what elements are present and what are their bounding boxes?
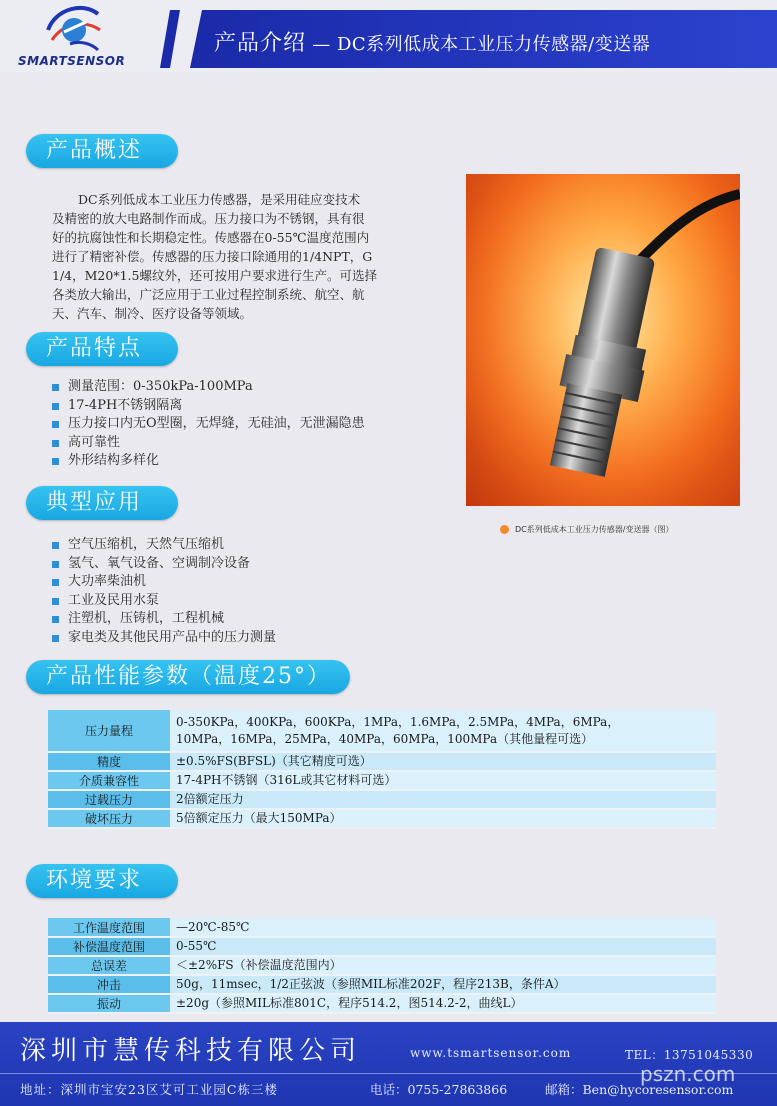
photo-caption — [500, 524, 673, 535]
caption-text: DC系列低成本工业压力传感器/变送器（图） — [515, 525, 674, 534]
overview-line: 进行了精密补偿。传感器的压力接口除通用的1/4NPT，G — [52, 249, 373, 264]
title-main: 产品介绍 — [214, 31, 307, 56]
overview-line: DC系列低成本工业压力传感器，是采用硅应变技术 — [78, 192, 361, 207]
list-item: 家电类及其他民用产品中的压力测量 — [52, 629, 276, 648]
overview-paragraph — [52, 190, 452, 323]
list-item: 氢气、氧气设备、空调制冷设备 — [52, 555, 276, 574]
environment-table — [48, 918, 716, 1014]
list-item: 高可靠性 — [52, 434, 365, 453]
table-row — [48, 956, 716, 975]
table-value: ＜±2%FS（补偿温度范围内） — [170, 956, 716, 975]
address: 地址：深圳市宝安23区艾可工业园C栋三楼 — [20, 1082, 278, 1097]
mobile-number: TEL：13751045330 — [625, 1048, 754, 1062]
list-item: 压力接口内无O型圈，无焊缝，无硅油，无泄漏隐患 — [52, 415, 365, 434]
table-row — [48, 937, 716, 956]
table-value: 5倍额定压力（最大150MPa） — [170, 809, 716, 828]
overview-line: 好的抗腐蚀性和长期稳定性。传感器在0-55℃温度范围内 — [52, 230, 370, 245]
table-value: 17-4PH不锈钢（316L或其它材料可选） — [170, 771, 716, 790]
caption-marker-icon — [500, 525, 509, 534]
phone-number: 电话：0755-27863866 — [370, 1082, 508, 1097]
table-label: 冲击 — [48, 975, 170, 994]
table-value: —20℃-85℃ — [170, 918, 716, 937]
list-item: 17-4PH不锈钢隔离 — [52, 397, 365, 416]
section-environment-heading: 环境要求 — [26, 864, 178, 898]
company-name: 深圳市慧传科技有限公司 — [20, 1036, 362, 1066]
section-applications-heading: 典型应用 — [26, 486, 178, 520]
table-label: 精度 — [48, 752, 170, 771]
table-value: ±20g（参照MIL标准801C，程序514.2，图514.2-2，曲线L） — [170, 994, 716, 1013]
table-value: ±0.5%FS(BFSL)（其它精度可选） — [170, 752, 716, 771]
table-label: 压力量程 — [48, 710, 170, 752]
features-list — [52, 378, 365, 471]
table-row — [48, 710, 716, 752]
list-item: 测量范围：0-350kPa-100MPa — [52, 378, 365, 397]
table-label: 工作温度范围 — [48, 918, 170, 937]
table-row — [48, 752, 716, 771]
watermark: pszn.com — [640, 1062, 736, 1086]
table-row — [48, 918, 716, 937]
performance-table — [48, 710, 716, 829]
list-item: 外形结构多样化 — [52, 452, 365, 471]
applications-list — [52, 536, 276, 647]
section-features-heading: 产品特点 — [26, 332, 178, 366]
title-sub: — DC系列低成本工业压力传感器/变送器 — [306, 34, 651, 55]
page-title — [214, 26, 650, 57]
list-item: 注塑机，压铸机，工程机械 — [52, 610, 276, 629]
list-item: 工业及民用水泵 — [52, 592, 276, 611]
table-label: 介质兼容性 — [48, 771, 170, 790]
table-label: 过载压力 — [48, 790, 170, 809]
table-row — [48, 771, 716, 790]
table-label: 振动 — [48, 994, 170, 1013]
overview-line: 及精密的放大电路制作而成。压力接口为不锈钢，具有很 — [52, 211, 365, 226]
table-row — [48, 975, 716, 994]
list-item: 空气压缩机，天然气压缩机 — [52, 536, 276, 555]
table-row — [48, 994, 716, 1013]
table-value: 50g，11msec，1/2正弦波（参照MIL标准202F，程序213B，条件A） — [170, 975, 716, 994]
list-item: 大功率柴油机 — [52, 573, 276, 592]
value-line: 10MPa，16MPa，25MPa，40MPa，60MPa，100MPa（其他量程可选） — [176, 731, 594, 746]
table-value: 0-55℃ — [170, 937, 716, 956]
table-label: 补偿温度范围 — [48, 937, 170, 956]
product-photo — [466, 174, 740, 506]
table-row — [48, 790, 716, 809]
pressure-sensor-icon — [466, 174, 740, 506]
email-link[interactable]: 邮箱：Ben@hycoresensor.com — [545, 1082, 734, 1097]
overview-line: 1/4，M20*1.5螺纹外，还可按用户要求进行生产。可选择 — [52, 268, 377, 283]
table-value: 2倍额定压力 — [170, 790, 716, 809]
smartsensor-logo-icon — [42, 0, 104, 56]
section-overview-heading: 产品概述 — [26, 134, 178, 168]
overview-line: 各类放大输出，广泛应用于工业过程控制系统、航空、航 — [52, 287, 365, 302]
table-row — [48, 809, 716, 828]
value-line: 0-350KPa，400KPa，600KPa，1MPa，1.6MPa，2.5MPa，4MPa，6MPa， — [176, 714, 620, 729]
logo-wordmark: SMARTSENSOR — [18, 54, 126, 68]
section-performance-heading: 产品性能参数（温度25°） — [26, 660, 350, 694]
website-link[interactable]: www.tsmartsensor.com — [410, 1046, 572, 1060]
table-value — [170, 710, 716, 752]
table-label: 破坏压力 — [48, 809, 170, 828]
overview-line: 天、汽车、制冷、医疗设备等领域。 — [52, 306, 253, 321]
table-label: 总误差 — [48, 956, 170, 975]
